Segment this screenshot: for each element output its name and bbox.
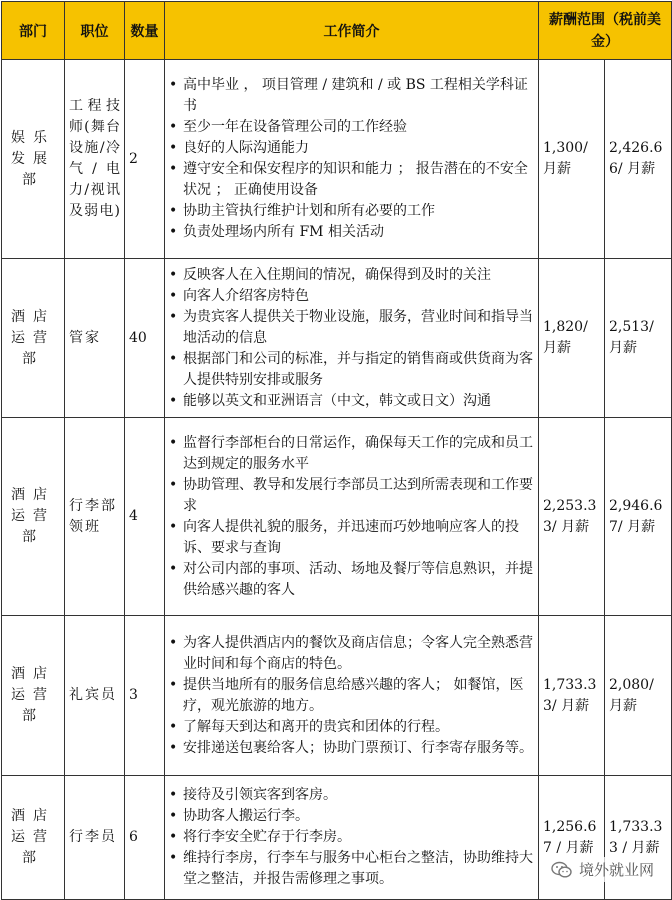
duty-item: • 安排递送包裹给客人；协助门票预订、行李寄存服务等。 [169,738,534,759]
duty-item: • 提供当地所有的服务信息给感兴趣的客人； 如餐馆，医疗，观光旅游的地方。 [169,675,534,717]
salary-min-cell: 2,253.33/ 月薪 [539,418,605,616]
salary-min-cell: 1,300/月薪 [539,60,605,259]
duty-item: • 高中毕业 ， 项目管理 / 建筑和 / 或 BS 工程相关学科证书 [169,75,534,117]
duty-item: • 协助管理、教导和发展行李部员工达到所需表现和工作要求 [169,475,534,517]
description-cell [165,616,539,776]
duty-item: • 对公司内部的事项、活动、场地及餐厅等信息熟识，并提供给感兴趣的客人 [169,559,534,601]
department-cell: 酒店运营部 [2,259,65,418]
salary-min-cell: 1,820/月薪 [539,259,605,418]
watermark-text: 境外就业网 [578,861,654,879]
department-cell: 娱乐发展部 [2,60,65,259]
duty-item: • 接待及引领宾客到客房。 [169,785,534,806]
header-salary: 薪酬范围（税前美金） [539,2,672,60]
duty-list [169,265,534,412]
duty-item: • 了解每天到达和离开的贵宾和团体的行程。 [169,717,534,738]
duty-list [169,633,534,759]
salary-max-cell: 2,946.67/ 月薪 [605,418,672,616]
department-cell: 酒店运营部 [2,616,65,776]
wechat-icon [551,861,573,879]
duty-item: • 良好的人际沟通能力 [169,138,534,159]
job-table [1,1,672,900]
duty-item: • 向客人介绍客房特色 [169,286,534,307]
duty-item: • 反映客人在入住期间的情况，确保得到及时的关注 [169,265,534,286]
duty-item: • 能够以英文和亚洲语言（中文，韩文或日文）沟通 [169,391,534,412]
duty-item: • 维持行李房，行李车与服务中心柜台之整洁，协助维持大堂之整洁，并报告需修理之事项。 [169,848,534,890]
quantity-cell: 6 [125,776,165,900]
salary-min-cell: 1,733.33/ 月薪 [539,616,605,776]
header-description: 工作简介 [165,2,539,60]
duty-item: • 监督行李部柜台的日常运作，确保每天工作的完成和员工达到规定的服务水平 [169,433,534,475]
duty-item: • 负责处理场内所有 FM 相关活动 [169,222,534,243]
salary-max-cell: 2,080/月薪 [605,616,672,776]
department-cell: 酒店运营部 [2,776,65,900]
watermark [547,857,658,882]
description-cell [165,259,539,418]
description-cell [165,776,539,900]
duty-item: • 为贵宾客人提供关于物业设施，服务，营业时间和指导当地活动的信息 [169,307,534,349]
salary-max-cell: 2,426.66/ 月薪 [605,60,672,259]
duty-item: • 向客人提供礼貌的服务，并迅速而巧妙地响应客人的投诉、要求与查询 [169,517,534,559]
duty-list [169,785,534,890]
duty-list [169,75,534,243]
quantity-cell: 3 [125,616,165,776]
department-cell: 酒店运营部 [2,418,65,616]
table-row [2,60,672,259]
duty-item: • 遵守安全和保安程序的知识和能力 ； 报告潜在的不安全状况 ； 正确使用设备 [169,159,534,201]
duty-list [169,433,534,601]
header-quantity: 数量 [125,2,165,60]
duty-item: • 协助客人搬运行李。 [169,806,534,827]
quantity-cell: 4 [125,418,165,616]
description-cell [165,418,539,616]
position-cell: 工程技师(舞台设施/冷气/电力/视讯及弱电) [65,60,125,259]
salary-max-cell: 2,513/月薪 [605,259,672,418]
table-row [2,616,672,776]
quantity-cell: 40 [125,259,165,418]
header-position: 职位 [65,2,125,60]
description-cell [165,60,539,259]
salary-max-cell: 1,733.33 / 月薪 [605,776,672,900]
quantity-cell: 2 [125,60,165,259]
position-cell: 行李部领班 [65,418,125,616]
duty-item: • 协助主管执行维护计划和所有必要的工作 [169,201,534,222]
duty-item: • 将行李安全贮存于行李房。 [169,827,534,848]
position-cell: 管家 [65,259,125,418]
table-row [2,259,672,418]
table-row [2,418,672,616]
duty-item: • 根据部门和公司的标准，并与指定的销售商或供货商为客人提供特别安排或服务 [169,349,534,391]
position-cell: 礼宾员 [65,616,125,776]
salary-min-cell: 1,256.67 / 月薪 [539,776,605,900]
duty-item: • 为客人提供酒店内的餐饮及商店信息；令客人完全熟悉营业时间和每个商店的特色。 [169,633,534,675]
header-row [2,2,672,60]
position-cell: 行李员 [65,776,125,900]
duty-item: • 至少一年在设备管理公司的工作经验 [169,117,534,138]
header-department: 部门 [2,2,65,60]
